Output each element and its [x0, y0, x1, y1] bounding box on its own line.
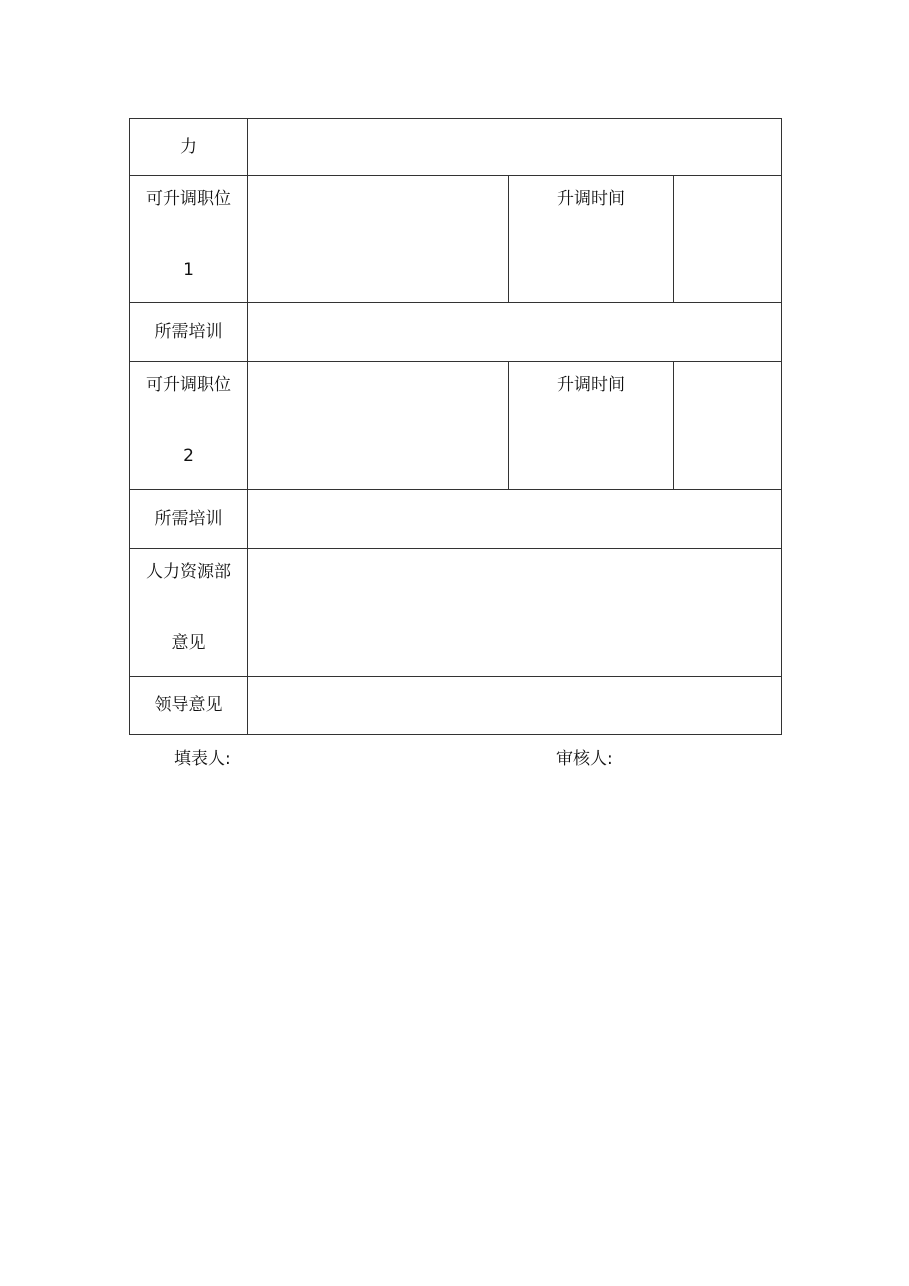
- adjust-time-1-value-cell[interactable]: [674, 176, 782, 303]
- opinion-text: 意见: [171, 633, 206, 653]
- leader-opinion-value-cell[interactable]: [248, 677, 782, 735]
- ability-label: 力: [130, 119, 248, 176]
- position-adjustment-form: [129, 118, 782, 735]
- position-label-text: 可升调职位: [146, 189, 231, 209]
- filler-label: 填表人:: [174, 749, 231, 769]
- adjust-time-2-label: [509, 362, 674, 490]
- hr-opinion-label: [130, 549, 248, 677]
- reviewer-label: 审核人:: [556, 749, 613, 769]
- training-2-label: 所需培训: [130, 490, 248, 549]
- position-label-text: 可升调职位: [146, 375, 231, 395]
- position-2-row: [130, 362, 782, 490]
- ability-value-cell[interactable]: [248, 119, 782, 176]
- hr-department-text: 人力资源部: [146, 562, 231, 582]
- position-2-label: [130, 362, 248, 490]
- training-2-row: [130, 490, 782, 549]
- position-1-value-cell[interactable]: [248, 176, 509, 303]
- leader-opinion-row: [130, 677, 782, 735]
- adjust-time-label-text: 升调时间: [557, 189, 625, 209]
- training-1-row: [130, 303, 782, 362]
- position-number: 2: [183, 446, 194, 466]
- position-1-label: [130, 176, 248, 303]
- adjust-time-2-value-cell[interactable]: [674, 362, 782, 490]
- position-1-row: [130, 176, 782, 303]
- adjust-time-1-label: [509, 176, 674, 303]
- hr-opinion-value-cell[interactable]: [248, 549, 782, 677]
- position-number: 1: [183, 260, 194, 280]
- leader-opinion-label: 领导意见: [130, 677, 248, 735]
- ability-row: [130, 119, 782, 176]
- position-2-value-cell[interactable]: [248, 362, 509, 490]
- training-2-value-cell[interactable]: [248, 490, 782, 549]
- training-1-label: 所需培训: [130, 303, 248, 362]
- training-1-value-cell[interactable]: [248, 303, 782, 362]
- hr-opinion-row: [130, 549, 782, 677]
- adjust-time-label-text: 升调时间: [557, 375, 625, 395]
